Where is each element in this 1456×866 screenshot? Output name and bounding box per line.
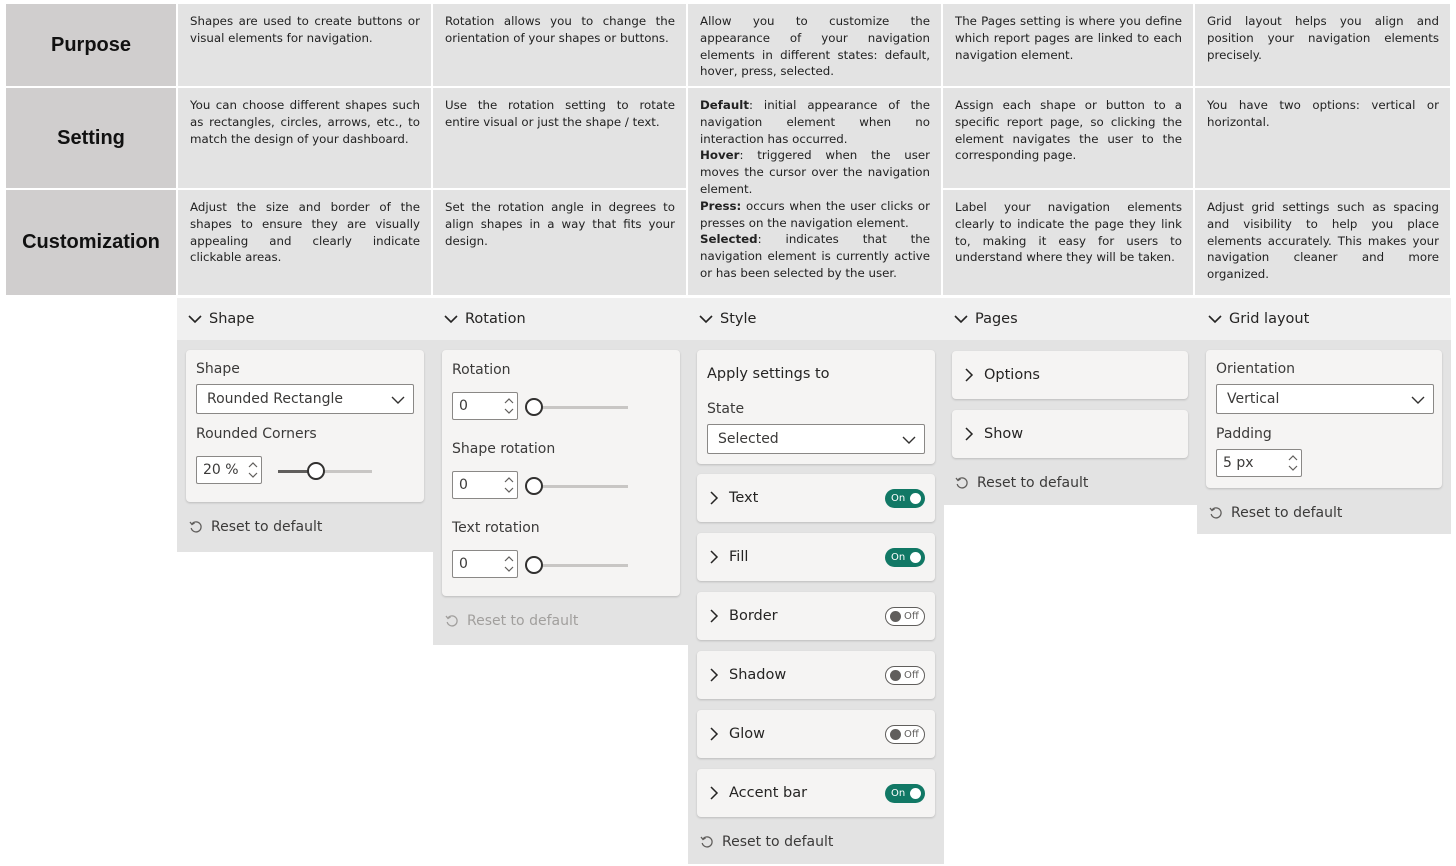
- spinner-arrows-icon[interactable]: [504, 396, 514, 416]
- cell-shape-customization: [178, 190, 431, 295]
- desc: : indicates that the navigation element is currently active or has been selected by the user.: [700, 232, 930, 280]
- spinner-arrows-icon[interactable]: [248, 460, 258, 480]
- style-press-desc: [700, 198, 930, 232]
- toggle-state: On: [891, 788, 906, 799]
- cell-grid-setting: [1195, 88, 1450, 188]
- glow-section[interactable]: [697, 710, 935, 758]
- rotation-slider[interactable]: [530, 406, 628, 409]
- toggle-state: Off: [904, 670, 919, 681]
- rotation-pane: [433, 298, 689, 645]
- accent-bar-section-label: Accent bar: [729, 785, 808, 801]
- cell-pages-customization: [943, 190, 1193, 295]
- text-rotation-slider-thumb[interactable]: [525, 556, 543, 574]
- style-hover-desc: [700, 147, 930, 197]
- chevron-down-icon: [1207, 311, 1223, 327]
- cell-shape-purpose: [178, 4, 431, 86]
- shape-pane-title: Shape: [209, 311, 255, 327]
- rotation-pane-title: Rotation: [465, 311, 526, 327]
- chevron-down-icon: [698, 311, 714, 327]
- accent-bar-toggle[interactable]: [885, 784, 925, 803]
- shape-dropdown[interactable]: [196, 384, 414, 414]
- reset-icon: [955, 476, 969, 490]
- chevron-right-icon: [962, 368, 976, 382]
- chevron-down-icon: [391, 393, 405, 407]
- cell-pages-setting: [943, 88, 1193, 188]
- cell-shape-setting: [178, 88, 431, 188]
- style-pane: [688, 298, 944, 864]
- chevron-right-icon: [707, 491, 721, 505]
- rotation-slider-thumb[interactable]: [525, 398, 543, 416]
- shape-pane-header[interactable]: [177, 298, 433, 340]
- orientation-dropdown-value: Vertical: [1227, 391, 1280, 407]
- reset-icon: [445, 614, 459, 628]
- shape-rotation-spinner[interactable]: [452, 471, 518, 499]
- glow-toggle[interactable]: [885, 725, 925, 744]
- pages-pane-title: Pages: [975, 311, 1018, 327]
- style-reset-button[interactable]: [700, 834, 833, 850]
- rotation-card: [442, 350, 680, 596]
- term: Default: [700, 98, 749, 112]
- row-header-setting: Setting: [6, 88, 176, 188]
- fill-section[interactable]: [697, 533, 935, 581]
- rotation-reset-button[interactable]: [445, 613, 578, 629]
- state-label: State: [707, 401, 745, 417]
- cell-text: Adjust the size and border of the shapes to ensure they are visually appealing and clearly indicate clickable areas.: [190, 200, 420, 265]
- cell-text: Label your navigation elements clearly to indicate the page they link to, making it easy for users to understand where they will be taken.: [955, 200, 1182, 265]
- cell-grid-purpose: [1195, 4, 1450, 86]
- glow-section-label: Glow: [729, 726, 765, 742]
- pages-pane-header[interactable]: [943, 298, 1197, 340]
- toggle-knob: [910, 552, 921, 563]
- chevron-down-icon: [902, 433, 916, 447]
- term: Selected: [700, 232, 758, 247]
- desc: : triggered when the user moves the cursor over the navigation element.: [700, 148, 930, 196]
- chevron-down-icon: [953, 311, 969, 327]
- spinner-arrows-icon[interactable]: [1288, 453, 1298, 473]
- cell-text: Rotation allows you to change the orientation of your shapes or buttons.: [445, 14, 675, 45]
- spinner-arrows-icon[interactable]: [504, 554, 514, 574]
- toggle-knob: [890, 611, 901, 622]
- rounded-corners-value: 20 %: [203, 462, 239, 478]
- text-rotation-spinner[interactable]: [452, 550, 518, 578]
- text-rotation-value: 0: [459, 556, 468, 572]
- pages-pane: [943, 298, 1197, 505]
- cell-rotation-purpose: [433, 4, 686, 86]
- toggle-state: On: [891, 493, 906, 504]
- spinner-arrows-icon[interactable]: [504, 475, 514, 495]
- toggle-knob: [890, 670, 901, 681]
- grid-layout-reset-button[interactable]: [1209, 505, 1342, 521]
- reset-label: Reset to default: [467, 613, 579, 629]
- text-section-label: Text: [729, 490, 759, 506]
- grid-layout-pane-header[interactable]: [1197, 298, 1451, 340]
- chevron-down-icon: [443, 311, 459, 327]
- text-rotation-label: Text rotation: [452, 520, 540, 536]
- cell-text: Assign each shape or button to a specific report page, so clicking the element navigates the user to the corresponding page.: [955, 98, 1182, 163]
- toggle-knob: [890, 729, 901, 740]
- border-toggle[interactable]: [885, 607, 925, 626]
- cell-style-purpose: [688, 4, 941, 86]
- row-header-customization: Customization: [6, 190, 176, 295]
- reset-label: Reset to default: [211, 519, 323, 535]
- shadow-toggle[interactable]: [885, 666, 925, 685]
- chevron-right-icon: [707, 786, 721, 800]
- cell-rotation-setting: [433, 88, 686, 188]
- row-header-purpose: Purpose: [6, 4, 176, 86]
- rotation-spinner[interactable]: [452, 392, 518, 420]
- cell-text: Shapes are used to create buttons or visual elements for navigation.: [190, 14, 420, 45]
- reset-label: Reset to default: [722, 834, 834, 850]
- text-rotation-slider[interactable]: [530, 564, 628, 567]
- padding-value: 5 px: [1223, 455, 1254, 471]
- border-section-label: Border: [729, 608, 778, 624]
- cell-text: Adjust grid settings such as spacing and visibility to help you place elements accurately. This makes your navigation cleaner and more organized.: [1207, 200, 1439, 282]
- reset-icon: [1209, 506, 1223, 520]
- toggle-knob: [910, 788, 921, 799]
- grid-layout-pane: [1197, 298, 1451, 534]
- chevron-right-icon: [707, 609, 721, 623]
- cell-text: Allow you to customize the appearance of your navigation elements in different states: default, hover, press, selected.: [700, 14, 930, 79]
- rounded-corners-spinner[interactable]: [196, 456, 262, 484]
- rounded-corners-slider-thumb[interactable]: [307, 462, 325, 480]
- text-toggle[interactable]: [885, 489, 925, 508]
- cell-text: The Pages setting is where you define which report pages are linked to each navigation element.: [955, 14, 1182, 62]
- shape-pane: [177, 298, 433, 552]
- rotation-value: 0: [459, 398, 468, 414]
- grid-layout-pane-title: Grid layout: [1229, 311, 1310, 327]
- toggle-state: On: [891, 552, 906, 563]
- cell-rotation-customization: [433, 190, 686, 295]
- style-pane-header[interactable]: [688, 298, 944, 340]
- term: Hover: [700, 148, 740, 163]
- apply-settings-card: [697, 350, 935, 464]
- text-section[interactable]: [697, 474, 935, 522]
- padding-spinner[interactable]: [1216, 449, 1302, 477]
- chevron-right-icon: [707, 727, 721, 741]
- chevron-right-icon: [707, 668, 721, 682]
- toggle-state: Off: [904, 611, 919, 622]
- reset-label: Reset to default: [977, 475, 1089, 491]
- rotation-label: Rotation: [452, 362, 511, 378]
- shape-card: [186, 350, 424, 502]
- shadow-section[interactable]: [697, 651, 935, 699]
- cell-pages-purpose: [943, 4, 1193, 86]
- border-section[interactable]: [697, 592, 935, 640]
- shape-rotation-slider[interactable]: [530, 485, 628, 488]
- style-pane-title: Style: [720, 311, 757, 327]
- shadow-section-label: Shadow: [729, 667, 787, 683]
- reset-label: Reset to default: [1231, 505, 1343, 521]
- shape-reset-button[interactable]: [189, 519, 322, 535]
- rotation-pane-header[interactable]: [433, 298, 689, 340]
- shape-rotation-value: 0: [459, 477, 468, 493]
- pages-reset-button[interactable]: [955, 475, 1088, 491]
- accent-bar-section[interactable]: [697, 769, 935, 817]
- chevron-down-icon: [187, 311, 203, 327]
- rounded-corners-label: Rounded Corners: [196, 426, 317, 442]
- orientation-label: Orientation: [1216, 361, 1296, 377]
- toggle-knob: [910, 493, 921, 504]
- cell-text: You have two options: vertical or horizontal.: [1207, 98, 1439, 129]
- shape-rotation-label: Shape rotation: [452, 441, 556, 457]
- shape-dropdown-value: Rounded Rectangle: [207, 391, 343, 407]
- show-label: Show: [984, 426, 1024, 442]
- chevron-down-icon: [1411, 393, 1425, 407]
- term: Press:: [700, 198, 742, 213]
- cell-text: Set the rotation angle in degrees to align shapes in a way that fits your design.: [445, 200, 675, 248]
- chevron-right-icon: [707, 550, 721, 564]
- cell-text: Use the rotation setting to rotate entire visual or just the shape / text.: [445, 98, 675, 129]
- style-default-desc: [700, 97, 930, 147]
- options-label: Options: [984, 367, 1040, 383]
- state-dropdown[interactable]: [707, 424, 925, 454]
- orientation-dropdown[interactable]: [1216, 384, 1434, 414]
- toggle-state: Off: [904, 729, 919, 740]
- reset-icon: [700, 835, 714, 849]
- rounded-corners-slider[interactable]: [278, 470, 372, 473]
- reset-icon: [189, 520, 203, 534]
- chevron-right-icon: [962, 427, 976, 441]
- shape-rotation-slider-thumb[interactable]: [525, 477, 543, 495]
- apply-settings-label: Apply settings to: [707, 366, 830, 382]
- padding-label: Padding: [1216, 426, 1272, 442]
- desc: : initial appearance of the navigation element when no interaction has occurred.: [700, 98, 930, 146]
- style-selected-desc: [700, 231, 930, 281]
- cell-text: You can choose different shapes such as rectangles, circles, arrows, etc., to match the design of your dashboard.: [190, 98, 420, 146]
- cell-text: Grid layout helps you align and position your navigation elements precisely.: [1207, 14, 1439, 62]
- cell-style-states: [688, 88, 941, 295]
- grid-layout-card: [1206, 350, 1442, 488]
- state-dropdown-value: Selected: [718, 431, 779, 447]
- options-section[interactable]: [952, 351, 1188, 399]
- show-section[interactable]: [952, 410, 1188, 458]
- fill-toggle[interactable]: [885, 548, 925, 567]
- cell-grid-customization: [1195, 190, 1450, 295]
- desc: occurs when the user clicks or presses on the navigation element.: [700, 198, 930, 230]
- shape-label: Shape: [196, 361, 240, 377]
- fill-section-label: Fill: [729, 549, 749, 565]
